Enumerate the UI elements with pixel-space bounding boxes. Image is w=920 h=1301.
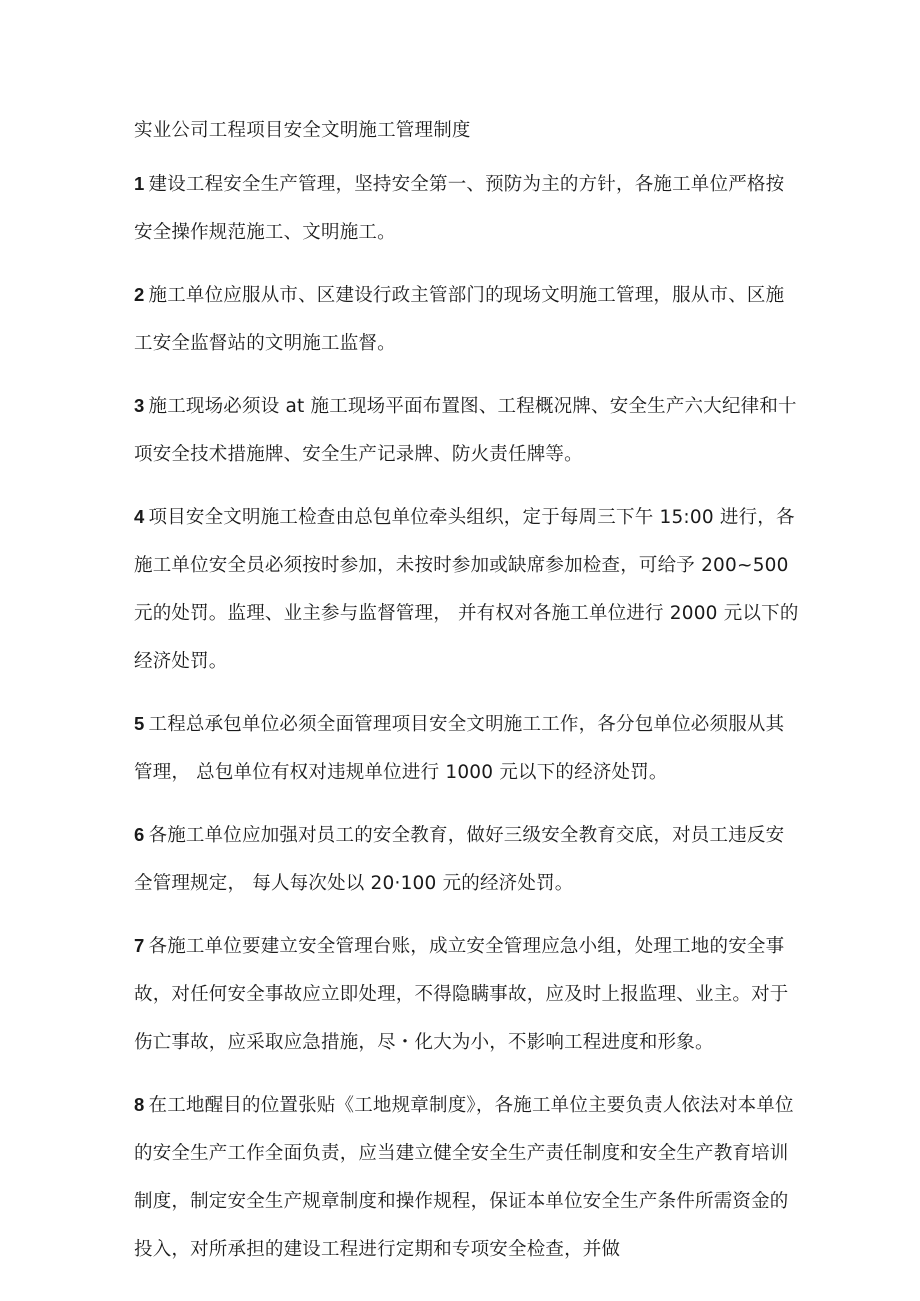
- rule-item-7: [134, 922, 802, 1067]
- rule-number: 1: [134, 173, 145, 194]
- rule-item-1: [134, 160, 802, 257]
- rule-text: 各施工单位应加强对员工的安全教育，做好三级安全教育交底，对员工违反安全管理规定， 每人每次处以 20·100 元的经济处罚。: [134, 825, 785, 894]
- rule-text: 工程总承包单位必须全面管理项目安全文明施工工作，各分包单位必须服从其管理， 总包单位有权对违规单位进行 1000 元以下的经济处罚。: [134, 714, 785, 783]
- rule-number: 6: [134, 824, 145, 845]
- rule-item-4: [134, 493, 802, 686]
- rule-number: 3: [134, 395, 145, 416]
- rule-text: 各施工单位要建立安全管理台账，成立安全管理应急小组，处理工地的安全事故，对任何安全事故应立即处理，不得隐瞒事故，应及时上报监理、业主。对于伤亡事故，应采取应急措施，尽・化大为小，不影响工程进度和形象。: [134, 936, 789, 1053]
- rule-text: 建设工程安全生产管理，坚持安全第一、预防为主的方针，各施工单位严格按安全操作规范施工、文明施工。: [134, 174, 785, 243]
- rule-item-3: [134, 382, 802, 479]
- document-title: 实业公司工程项目安全文明施工管理制度: [134, 120, 471, 141]
- rule-number: 8: [134, 1094, 145, 1115]
- rule-text: 在工地醒目的位置张贴《工地规章制度》，各施工单位主要负责人依法对本单位的安全生产工作全面负责，应当建立健全安全生产责任制度和安全生产教育培训制度，制定安全生产规章制度和操作规程，保证本单位安全生产条件所需资金的投入，对所承担的建设工程进行定期和专项安全检查，并做: [134, 1095, 794, 1260]
- rule-number: 5: [134, 713, 145, 734]
- rule-item-2: [134, 271, 802, 368]
- rule-text: 项目安全文明施工检查由总包单位牵头组织，定于每周三下午 15:00 进行，各施工单位安全员必须按时参加，未按时参加或缺席参加检查，可给予 200~500 元的处罚。监理、业主参与监督管理， 并有权对各施工单位进行 2000 元以下的经济处罚。: [134, 507, 799, 672]
- rule-item-5: [134, 700, 802, 797]
- rule-number: 4: [134, 506, 145, 527]
- rule-text: 施工单位应服从市、区建设行政主管部门的现场文明施工管理，服从市、区施工安全监督站的文明施工监督。: [134, 285, 785, 354]
- rule-number: 7: [134, 935, 145, 956]
- rule-number: 2: [134, 284, 145, 305]
- rule-text: 施工现场必须设 at 施工现场平面布置图、工程概况牌、安全生产六大纪律和十项安全技术措施牌、安全生产记录牌、防火责任牌等。: [134, 396, 797, 465]
- rule-item-6: [134, 811, 802, 908]
- document-body: [134, 116, 802, 1288]
- rule-item-8: [134, 1081, 802, 1274]
